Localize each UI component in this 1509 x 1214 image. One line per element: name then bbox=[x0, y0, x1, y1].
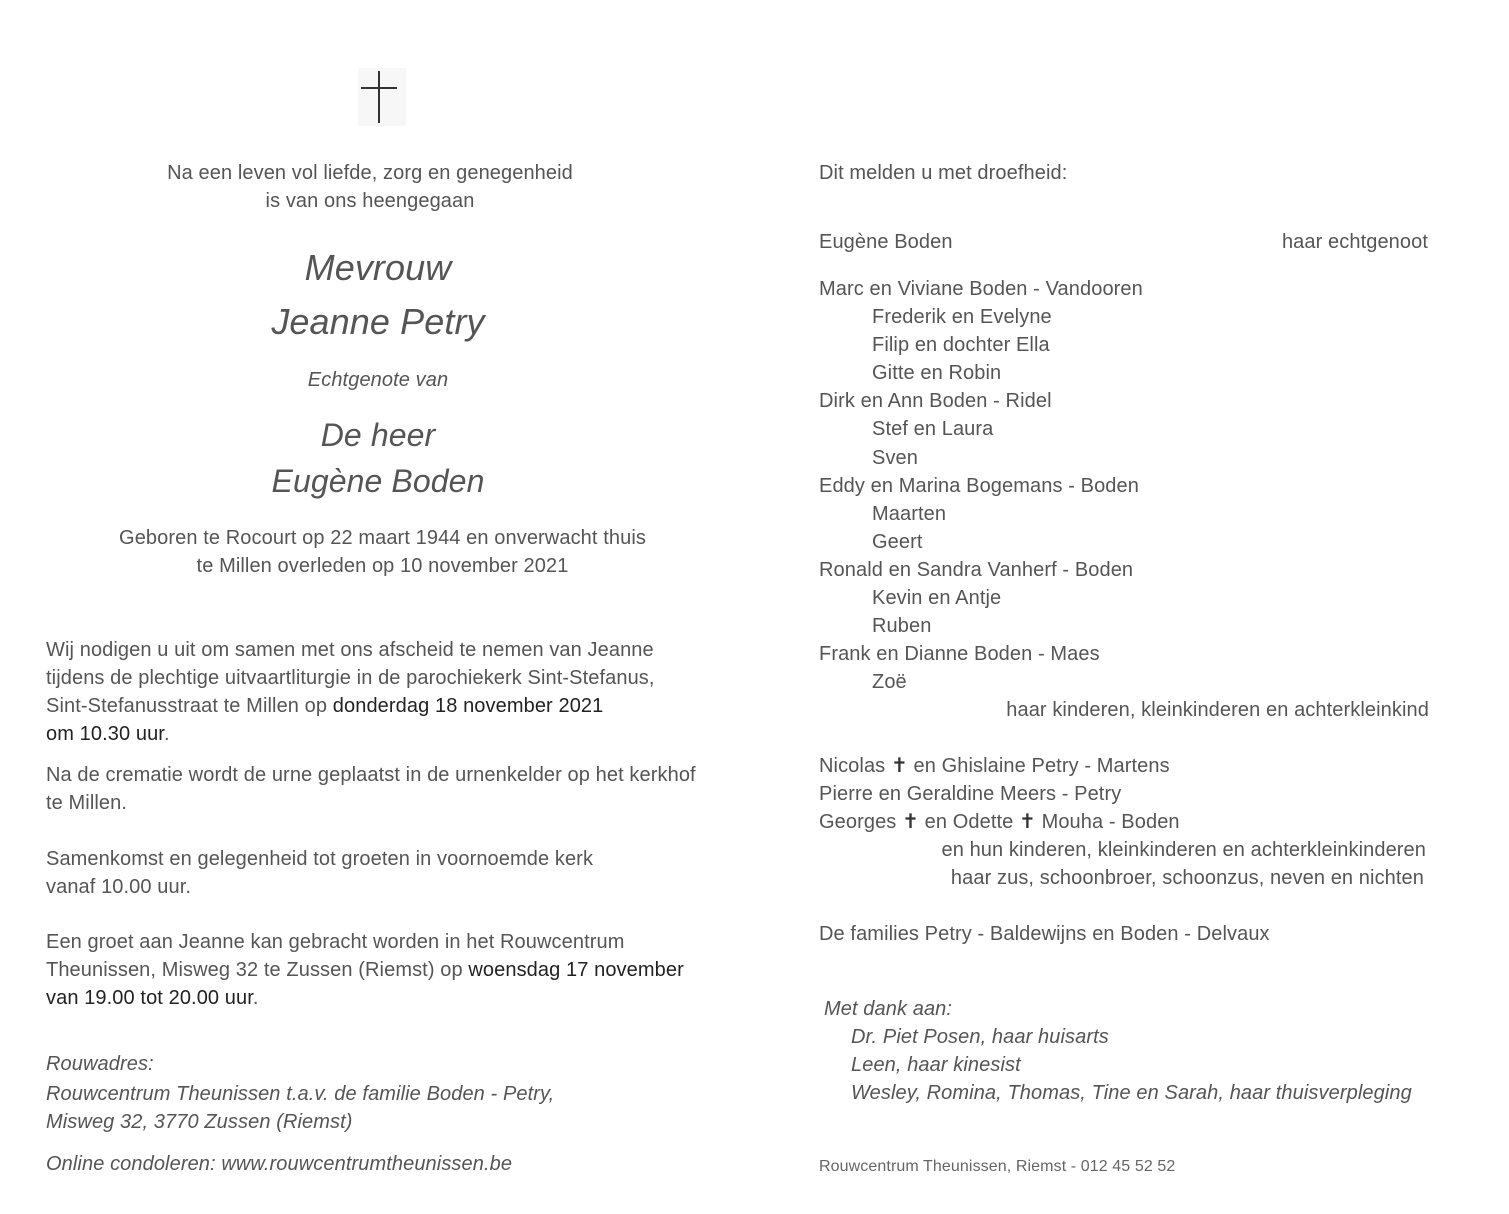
dagger-icon: ✝ bbox=[1019, 811, 1036, 833]
birth-line-1: Geboren te Rocourt op 22 maart 1944 en onverwacht thuis bbox=[119, 527, 646, 549]
cross-icon bbox=[358, 68, 406, 126]
list-item: Sven bbox=[872, 446, 918, 469]
siblings-role-2: haar zus, schoonbroer, schoonzus, neven en nichten bbox=[950, 867, 1424, 889]
list-item: Stef en Laura bbox=[872, 418, 994, 441]
gathering-line-1: Samenkomst en gelegenheid tot groeten in voornoemde kerk bbox=[46, 848, 594, 870]
list-item: Geert bbox=[872, 530, 923, 553]
children-role: haar kinderen, kleinkinderen en achterkleinkind bbox=[1006, 699, 1429, 721]
dagger-icon: ✝ bbox=[902, 811, 919, 833]
thanks-list bbox=[851, 1023, 1412, 1107]
spouse-title: De heer bbox=[320, 417, 436, 453]
dagger-icon: ✝ bbox=[890, 755, 908, 777]
thanks-label: Met dank aan: bbox=[824, 998, 953, 1020]
greeting-line-3: van 19.00 tot 20.00 uur. bbox=[46, 987, 259, 1009]
address-line-1: Rouwcentrum Theunissen t.a.v. de familie Boden - Petry, bbox=[46, 1083, 555, 1105]
invitation-line-1: Wij nodigen u uit om samen met ons afscheid te nemen van Jeanne bbox=[46, 639, 654, 661]
invitation-line-3: Sint-Stefanusstraat te Millen op donderdag 18 november 2021 bbox=[46, 695, 604, 717]
cremation-line-2: te Millen. bbox=[46, 792, 128, 814]
siblings-list bbox=[819, 752, 1180, 836]
list-item: Wesley, Romina, Thomas, Tine en Sarah, haar thuisverpleging bbox=[851, 1082, 1412, 1104]
deceased-title: Mevrouw bbox=[304, 247, 452, 288]
husband-name: Eugène Boden bbox=[819, 231, 953, 253]
birth-line-2: te Millen overleden op 10 november 2021 bbox=[196, 555, 569, 577]
invitation-line-2: tijdens de plechtige uitvaartliturgie in de parochiekerk Sint-Stefanus, bbox=[46, 667, 655, 689]
list-item: Pierre en Geraldine Meers - Petry bbox=[819, 783, 1122, 805]
greeting-time: van 19.00 tot 20.00 uur bbox=[46, 987, 253, 1009]
list-item: Georges ✝ en Odette ✝ Mouha - Boden bbox=[819, 811, 1180, 833]
address-block bbox=[46, 1050, 554, 1136]
birth-text bbox=[100, 524, 665, 580]
intro-text bbox=[100, 159, 640, 215]
list-item: Zoë bbox=[872, 671, 907, 694]
announce-text: Dit melden u met droefheid: bbox=[819, 162, 1068, 184]
funeral-date: donderdag 18 november 2021 bbox=[332, 695, 604, 717]
gathering-paragraph bbox=[46, 845, 593, 901]
invitation-line-4: om 10.30 uur. bbox=[46, 723, 170, 745]
intro-line-1: Na een leven vol liefde, zorg en genegenheid bbox=[167, 162, 573, 184]
list-item: Dirk en Ann Boden - Ridel bbox=[819, 390, 1052, 413]
deceased-name: Jeanne Petry bbox=[271, 301, 485, 342]
greeting-date: woensdag 17 november bbox=[468, 959, 684, 981]
greeting-line-2: Theunissen, Misweg 32 te Zussen (Riemst) op woensdag 17 november bbox=[46, 959, 684, 981]
spouse-label: Echtgenote van bbox=[307, 369, 449, 391]
list-item: Eddy en Marina Bogemans - Boden bbox=[819, 474, 1139, 497]
footer-text: Rouwcentrum Theunissen, Riemst - 012 45 52 52 bbox=[819, 1158, 1176, 1175]
list-item: Gitte en Robin bbox=[872, 362, 1002, 385]
cremation-line-1: Na de crematie wordt de urne geplaatst in de urnenkelder op het kerkhof bbox=[46, 764, 696, 786]
address-label: Rouwadres: bbox=[46, 1053, 154, 1075]
invitation-paragraph bbox=[46, 636, 655, 748]
cremation-paragraph bbox=[46, 761, 696, 817]
list-item: Frederik en Evelyne bbox=[872, 306, 1052, 329]
intro-line-2: is van ons heengegaan bbox=[265, 190, 475, 212]
gathering-line-2: vanaf 10.00 uur. bbox=[46, 876, 192, 898]
list-item: Ronald en Sandra Vanherf - Boden bbox=[819, 558, 1134, 581]
children-list bbox=[819, 275, 1143, 696]
siblings-role-1: en hun kinderen, kleinkinderen en achterkleinkinderen bbox=[941, 839, 1426, 861]
list-item: Kevin en Antje bbox=[872, 587, 1002, 610]
families-text: De families Petry - Baldewijns en Boden - Delvaux bbox=[819, 923, 1270, 945]
address-line-2: Misweg 32, 3770 Zussen (Riemst) bbox=[46, 1111, 353, 1133]
funeral-time: om 10.30 uur bbox=[46, 723, 164, 745]
list-item: Frank en Dianne Boden - Maes bbox=[819, 643, 1100, 666]
online-condolence-link[interactable]: Online condoleren: www.rouwcentrumtheunissen.be bbox=[46, 1153, 513, 1175]
list-item: Maarten bbox=[872, 502, 947, 525]
list-item: Ruben bbox=[872, 615, 932, 638]
list-item: Nicolas ✝ en Ghislaine Petry - Martens bbox=[819, 755, 1170, 777]
greeting-paragraph bbox=[46, 928, 684, 1012]
list-item: Marc en Viviane Boden - Vandooren bbox=[819, 278, 1143, 300]
list-item: Filip en dochter Ella bbox=[872, 334, 1050, 357]
list-item: Leen, haar kinesist bbox=[851, 1054, 1021, 1076]
greeting-line-1: Een groet aan Jeanne kan gebracht worden in het Rouwcentrum bbox=[46, 931, 625, 953]
spouse-name: Eugène Boden bbox=[271, 463, 485, 499]
list-item: Dr. Piet Posen, haar huisarts bbox=[851, 1026, 1109, 1048]
husband-role: haar echtgenoot bbox=[1281, 231, 1428, 253]
